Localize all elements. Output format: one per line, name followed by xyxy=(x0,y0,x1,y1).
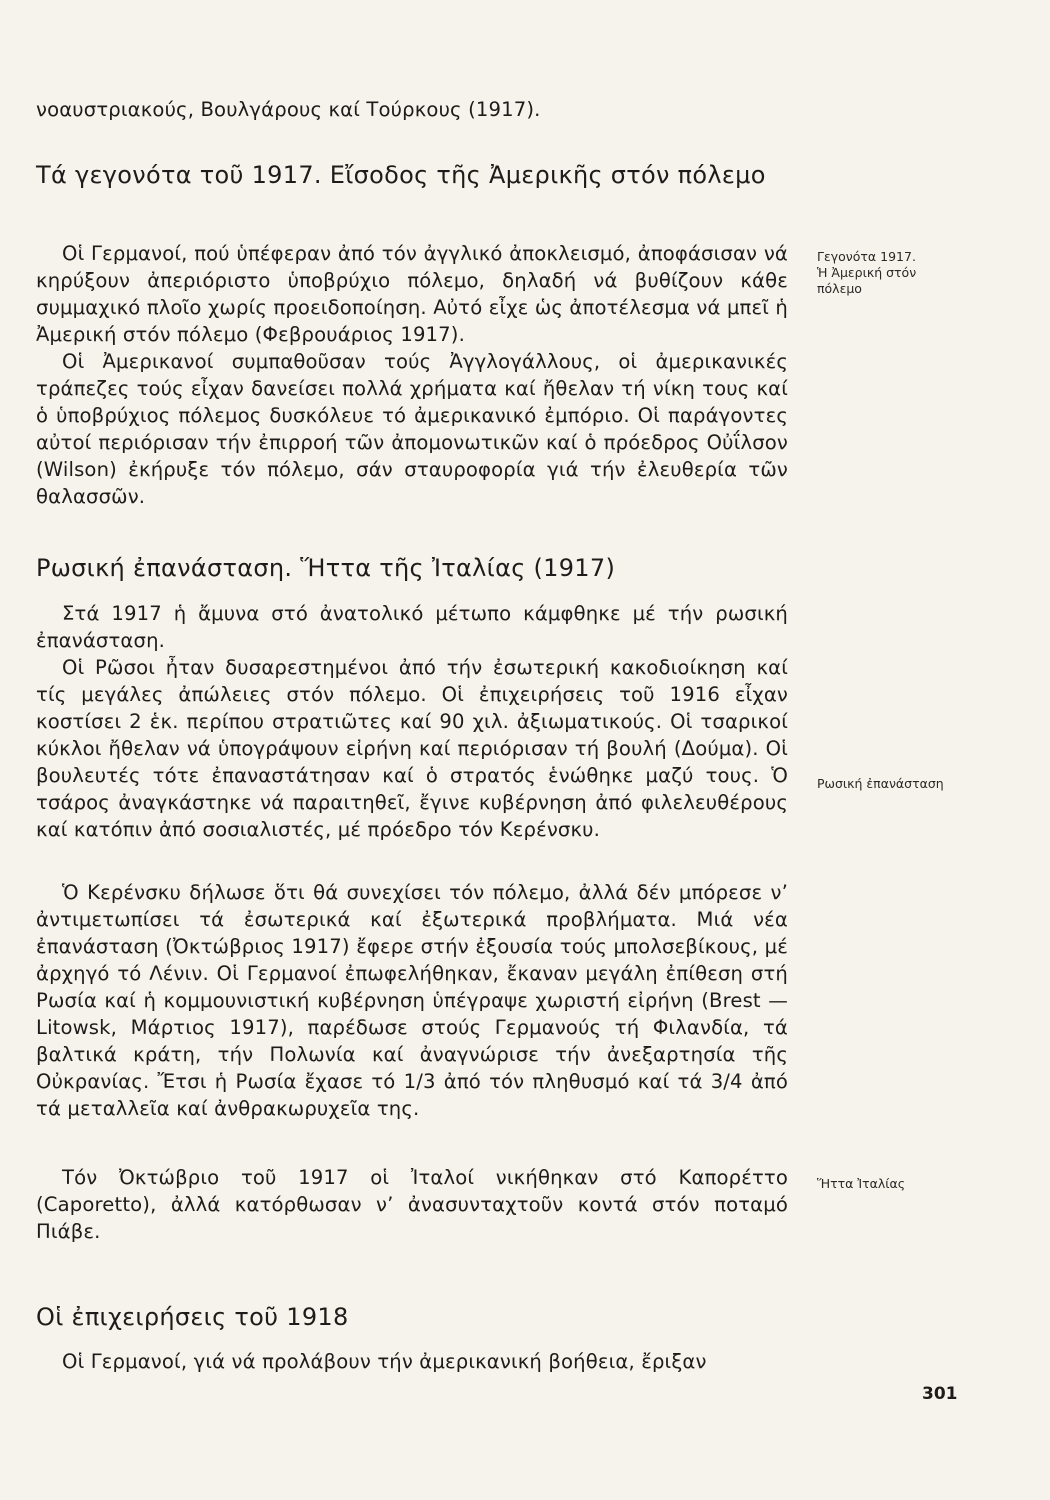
margin-note-1917: Γεγονότα 1917. Ἡ Ἀμερική στόν πόλεμο xyxy=(817,249,917,296)
paragraph: Οἱ Γερμανοί, γιά νά προλάβουν τήν ἀμερικανική βοήθεια, ἔριξαν xyxy=(62,1350,707,1373)
section-heading-russian-revolution: Ρωσική ἐπανάσταση. Ἥττα τῆς Ἰταλίας (1917) xyxy=(36,554,616,582)
paragraph: Ὁ Κερένσκυ δήλωσε ὅτι θά συνεχίσει τόν πόλεμο, ἀλλά δέν μπόρεσε ν’ ἀντιμετωπίσει τά ἐσωτερικά καί ἐξωτερικά προβλήματα. Μιά νέα ἐπανάσταση (Ὀκτώβριος 1917) ἔφερε στήν ἐξουσία τούς μπολσεβίκους, μέ ἀρχηγό τό Λένιν. Οἱ Γερμανοί ἐπωφελήθηκαν, ἔκαναν μεγάλη ἐπίθεση στή Ρωσία καί ἡ κομμουνιστική κυβέρνηση ὑπέγραψε χωριστή εἰρήνη (Brest — Litowsk, Μάρτιος 1917), παρέδωσε στούς Γερμανούς τή Φιλανδία, τά βαλτικά κράτη, τήν Πολωνία καί ἀναγνώρισε τήν ἀνεξαρτησία τῆς Οὐκρανίας. Ἔτσι ἡ Ρωσία ἔχασε τό 1/3 ἀπό τόν πληθυσμό καί τά 3/4 ἀπό τά μεταλλεῖα καί ἀνθρακωρυχεῖα της. xyxy=(36,881,788,1120)
page-number: 301 xyxy=(922,1384,958,1404)
bleed-through-text xyxy=(800,120,940,136)
section-heading-1918: Οἱ ἐπιχειρήσεις τοῦ 1918 xyxy=(36,1303,349,1331)
paragraph: Στά 1917 ἡ ἄμυνα στό ἀνατολικό μέτωπο κάμφθηκε μέ τήν ρωσική ἐπανάσταση. xyxy=(36,602,788,652)
paragraph: Οἱ Γερμανοί, πού ὑπέφεραν ἀπό τόν ἀγγλικό ἀποκλεισμό, ἀποφάσισαν νά κηρύξουν ἀπεριόριστο ὑποβρύχιο πόλεμο, δηλαδή νά βυθίζουν κάθε συμμαχικό πλοῖο χωρίς προειδοποίηση. Αὐτό εἶχε ὡς ἀποτέλεσμα νά μπεῖ ἡ Ἀμερική στόν πόλεμο (Φεβρουάριος 1917). xyxy=(36,242,788,346)
margin-note-italy-defeat: Ἥττα Ἰταλίας xyxy=(817,1176,906,1191)
section-heading-1917-america: Τά γεγονότα τοῦ 1917. Εἴσοδος τῆς Ἀμερικῆς στόν πόλεμο xyxy=(36,161,766,189)
paragraph: Οἱ Ρῶσοι ἦταν δυσαρεστημένοι ἀπό τήν ἐσωτερική κακοδιοίκηση καί τίς μεγάλες ἀπώλειες στόν πόλεμο. Οἱ ἐπιχειρήσεις τοῦ 1916 εἶχαν κοστίσει 2 ἑκ. περίπου στρατιῶτες καί 90 χιλ. ἀξιωματικούς. Οἱ τσαρικοί κύκλοι ἤθελαν νά ὑπογράψουν εἰρήνη καί περιόρισαν τή βουλή (Δούμα). Οἱ βουλευτές τότε ἐπαναστάτησαν καί ὁ στρατός ἑνώθηκε μαζύ τους. Ὁ τσάρος ἀναγκάστηκε νά παραιτηθεῖ, ἔγινε κυβέρνηση ἀπό φιλελευθέρους καί κατόπιν ἀπό σοσιαλιστές, μέ πρόεδρο τόν Κερένσκυ. xyxy=(36,656,788,841)
intro-line: νοαυστριακούς, Βουλγάρους καί Τούρκους (1917). xyxy=(36,98,541,121)
paragraph: Οἱ Ἀμερικανοί συμπαθοῦσαν τούς Ἀγγλογάλλους, οἱ ἀμερικανικές τράπεζες τούς εἶχαν δανείσει πολλά χρήματα καί ἤθελαν τή νίκη τους καί ὁ ὑποβρύχιος πόλεμος δυσκόλευε τό ἀμερικανικό ἐμπόριο. Οἱ παράγοντες αὐτοί περιόρισαν τήν ἐπιρροή τῶν ἀπομονωτικῶν καί ὁ πρόεδρος Οὐΐλσον (Wilson) ἐκήρυξε τόν πόλεμο, σάν σταυροφορία γιά τήν ἐλευθερία τῶν θαλασσῶν. xyxy=(36,350,788,508)
paragraph: Τόν Ὀκτώβριο τοῦ 1917 οἱ Ἰταλοί νικήθηκαν στό Καπορέττο (Caporetto), ἀλλά κατόρθωσαν ν’ ἀνασυνταχτοῦν κοντά στόν ποταμό Πιάβε. xyxy=(36,1166,788,1243)
margin-note-russian-revolution: Ρωσική ἐπανάσταση xyxy=(817,776,944,791)
